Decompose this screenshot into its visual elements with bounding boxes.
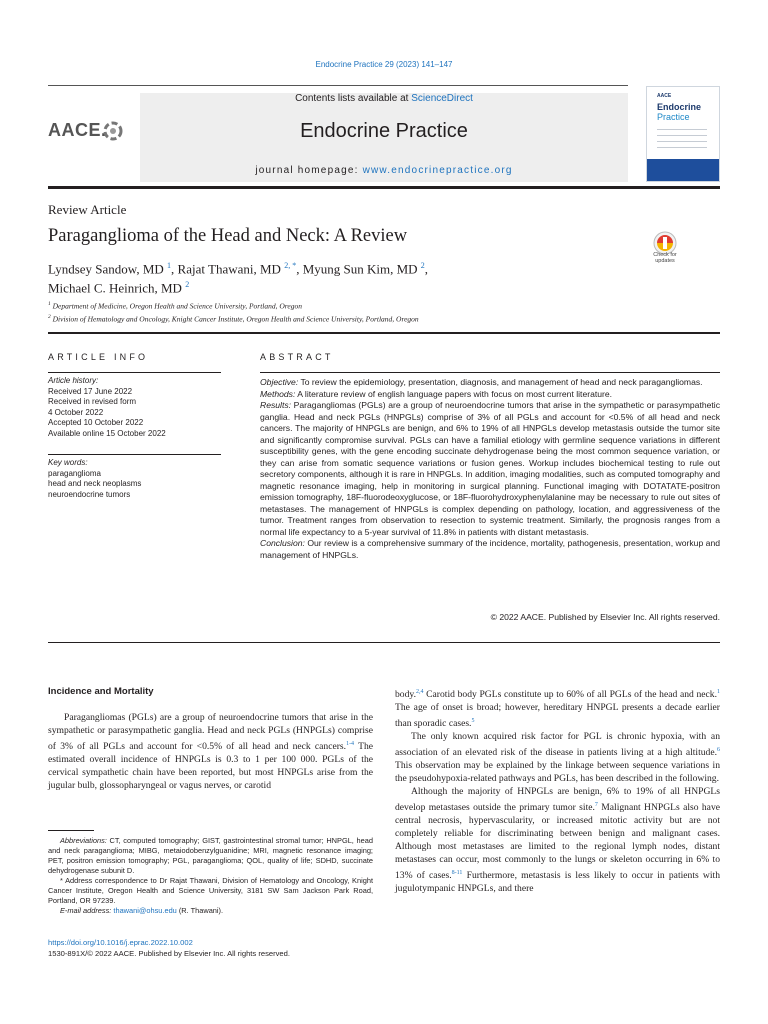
objective-label: Objective: — [260, 377, 299, 387]
history-item: Received 17 June 2022 — [48, 386, 133, 396]
affiliation — [48, 299, 720, 312]
citation-link[interactable]: Endocrine Practice 29 (2023) 141–147 — [315, 60, 453, 69]
abbreviations-footnote — [48, 836, 373, 876]
keyword[interactable]: head and neck neoplasms — [48, 479, 142, 488]
abstract-objective — [260, 377, 720, 389]
citation-ref[interactable]: 8-11 — [451, 869, 463, 876]
abbreviations-text: CT, computed tomography; GIST, gastrointestinal stromal tumor; HNPGL, head and neck paraganglioma; MIBG, metaiodobenzylguanidine; MRI, magnetic resonance imaging; PET, positron emission tomography; PGL, paraganglioma; QOL, quality of life; SDHD, succinate dehydrogenase subunit D. — [48, 836, 373, 875]
sciencedirect-link[interactable]: ScienceDirect — [411, 93, 473, 104]
cover-title-2: Practice — [657, 112, 690, 122]
objective-text: To review the epidemiology, presentation, diagnosis, and management of head and neck paragangliomas. — [298, 377, 703, 387]
correspondence-footnote: * Address correspondence to Dr Rajat Thawani, Division of Hematology and Oncology, Knight Cancer Institute, Oregon Health and Science University, 3181 SW Sam Jackson Park Road, Portland, OR 97239. — [48, 876, 373, 905]
body-text: Carotid body PGLs constitute up to 60% of all PGLs of the head and neck. — [423, 689, 717, 701]
footnote-rule — [48, 830, 94, 831]
body-paragraph — [395, 686, 720, 731]
email-footnote — [48, 906, 373, 916]
doi-link[interactable]: https://doi.org/10.1016/j.eprac.2022.10.002 — [48, 938, 193, 947]
body-text: Malignant HNPGLs also have central necrosis, hypervascularity, or increased mitotic activity but are not completely reliable for discriminating between benign and malignant cases. Although most metastases are limited to the regional lymph nodes, distant metastases can occur, most commonly to the lungs or skeleton occurring in 6% to 13% of cases. — [395, 802, 720, 881]
footnotes — [48, 836, 373, 916]
cover-band — [647, 159, 719, 181]
history-list — [48, 387, 223, 440]
methods-text: A literature review of english language papers with focus on most current literature. — [295, 388, 613, 399]
body-text: The only known acquired risk factor for PGL is chronic hypoxia, with an association of an elevated risk of the disease in patients living at a high altitude. — [395, 731, 720, 759]
affiliation-text: Department of Medicine, Oregon Health and Science University, Portland, Oregon — [52, 301, 303, 311]
journal-cover-thumbnail[interactable] — [646, 86, 720, 182]
article-title: Paraganglioma of the Head and Neck: A Review — [48, 226, 408, 246]
cover-title-1: Endocrine — [657, 102, 702, 112]
history-item: Received in revised form — [48, 397, 137, 406]
author-affiliation-ref[interactable]: 1 — [167, 261, 172, 270]
citation-ref[interactable]: 2,4 — [415, 689, 424, 695]
citation-ref[interactable]: 6 — [717, 747, 720, 753]
affiliation-number: 2 — [48, 313, 51, 320]
keywords-rule — [48, 454, 221, 455]
results-label: Results: — [260, 400, 292, 410]
body-text: The age of onset is broad; however, hereditary HNPGL presents a decade earlier than sporadic cases. — [395, 702, 720, 730]
doi[interactable] — [48, 938, 193, 947]
cover-rule — [657, 141, 707, 142]
author-separator: , — [424, 261, 429, 277]
body-text: body. — [395, 689, 416, 701]
section-title: Incidence and Mortality — [48, 686, 154, 697]
cover-rule — [657, 147, 707, 148]
journal-homepage — [140, 165, 628, 176]
results-text: Paragangliomas (PGLs) are a group of neuroendocrine tumors that arise in the sympathetic or parasympathetic ganglia. Head and neck PGLs (HNPGLs) comprise of 3% of all PGLs and account for <0.5% of all head and neck cancers. The majority of HNPGLs are benign, and 6% to 19% of all HNPGLs develop metastasis outside the tumor site and significantly compromise survival. PGLs can have a familial etiology with germline sequence variations in different susceptibility genes, with the gene encoding succinate dehydrogenase being the most common sequence variation, or they can arise from somatic sequence variations or fusion genes. Workup includes biochemical testing to rule out secretory components, although it is rare in HNPGLs. In addition, imaging modalities, such as computed tomography and magnetic resonance imaging, help in monitoring in surgical planning. Functional imaging with DOTATATE-positron emission tomography, 18F-fluorodeoxyglucose, or 18F-fluorohydroxyphenylalanine may be necessary to rule out sites of metastases. The management of HNPGLs is complex depending on pathology, location, and aggressiveness of the tumor. Treatment ranges from observation to resection to systemic treatment. Similarly, the prognosis ranges from a normal life expectancy to a 5-year survival of 11.8% in patients with distant metastasis. — [260, 400, 721, 537]
author-name[interactable]: Michael C. Heinrich, MD — [48, 280, 182, 296]
cover-aace: AACE — [657, 93, 672, 99]
title-rule — [48, 332, 720, 334]
keywords-label: Key words: — [48, 458, 88, 467]
abstract-end-rule — [48, 642, 720, 643]
journal-title: Endocrine Practice — [300, 120, 468, 142]
email-link[interactable]: thawani@ohsu.edu — [113, 906, 177, 915]
check-for-updates-label[interactable]: Check for updates — [653, 252, 677, 264]
author-separator: , — [171, 261, 178, 277]
author-list — [48, 258, 608, 297]
body-column-right — [395, 686, 720, 896]
citation-ref[interactable]: 1 — [717, 689, 720, 695]
author-affiliation-ref[interactable]: 2 — [420, 261, 425, 270]
article-info-rule — [48, 372, 221, 373]
history-label: Article history: — [48, 376, 99, 385]
citation-ref[interactable]: 5 — [471, 718, 475, 724]
keyword[interactable]: neuroendocrine tumors — [48, 489, 131, 499]
history-item: Accepted 10 October 2022 — [48, 418, 144, 427]
homepage-prefix: journal homepage: — [255, 165, 363, 176]
homepage-link[interactable]: www.endocrinepractice.org — [362, 165, 513, 176]
body-text: Furthermore, metastasis is less likely to occur in patients with jugulotympanic HNPGLs, and there — [395, 869, 720, 894]
body-paragraph — [395, 731, 720, 786]
email-label: E-mail address: — [60, 906, 112, 915]
methods-label: Methods: — [260, 388, 296, 399]
history-item: Available online 15 October 2022 — [48, 428, 166, 438]
keywords — [48, 458, 223, 500]
abstract-body — [260, 377, 720, 561]
affiliations — [48, 299, 720, 324]
body-paragraph — [48, 712, 373, 793]
journal-citation[interactable] — [0, 60, 768, 69]
body-text: Paragangliomas (PGLs) are a group of neuroendocrine tumors that arise in the sympathetic or parasympathetic ganglia. Head and neck PGLs (HNPGLs) comprise of 3% of all PGLs and account for <0.5% of all head and neck cancers. — [48, 712, 373, 752]
abstract-methods — [260, 389, 720, 401]
affiliation-number: 1 — [48, 301, 51, 307]
author-affiliation-ref[interactable]: 2, * — [284, 261, 297, 270]
contents-line — [140, 93, 628, 104]
author-name[interactable]: Rajat Thawani, MD — [177, 261, 281, 277]
abstract-heading: ABSTRACT — [260, 352, 334, 362]
citation-ref[interactable]: 7 — [594, 801, 598, 808]
affiliation — [48, 312, 720, 325]
author-separator: , — [296, 261, 303, 277]
affiliation-text: Division of Hematology and Oncology, Knight Cancer Institute, Oregon Health and Science University, Portland, Oregon — [52, 314, 419, 323]
keyword[interactable]: paraganglioma — [48, 468, 101, 478]
abstract-copyright: © 2022 AACE. Published by Elsevier Inc. All rights reserved. — [490, 612, 720, 622]
contents-prefix: Contents lists available at — [295, 93, 412, 104]
article-type: Review Article — [48, 202, 127, 217]
body-text: Although the majority of HNPGLs are benign, 6% to 19% of all HNPGLs develop metastases outside the primary tumor site. — [395, 785, 720, 813]
conclusion-text: Our review is a comprehensive summary of the incidence, mortality, pathogenesis, presentation, workup and management of HNPGLs. — [260, 538, 720, 560]
abstract-conclusion — [260, 538, 720, 561]
body-column-left — [48, 712, 373, 793]
cover-rule — [657, 135, 707, 136]
aace-logo — [48, 120, 128, 152]
history-item: 4 October 2022 — [48, 407, 104, 417]
conclusion-label: Conclusion: — [260, 538, 305, 548]
abstract-rule — [260, 372, 720, 373]
aace-swirl-icon — [102, 120, 124, 142]
abstract-results — [260, 400, 720, 538]
keyword-list — [48, 469, 223, 501]
header-rule — [48, 85, 628, 86]
article-history — [48, 376, 223, 439]
aace-logo-text: AACE. — [48, 120, 107, 140]
issn-copyright: 1530-891X/© 2022 AACE. Published by Elsevier Inc. All rights reserved. — [48, 949, 290, 958]
abbreviations-label: Abbreviations: — [60, 836, 107, 845]
author-affiliation-ref[interactable]: 2 — [185, 280, 190, 290]
cover-rule — [657, 129, 707, 130]
author-name[interactable]: Myung Sun Kim, MD — [302, 261, 418, 277]
header-thick-rule — [48, 186, 720, 189]
citation-ref[interactable]: 1-4 — [346, 740, 355, 747]
author-name[interactable]: Lyndsey Sandow, MD — [48, 261, 164, 277]
email-suffix: (R. Thawani). — [176, 906, 224, 915]
body-text: The estimated overall incidence of HNPGLs is 0.3 to 1 per 100 000. PGLs of the cervical sympathetic chain have been reported, but most HNPGLs arise from the jugular bulb, glossopharyngeal or vagus nerves, or carotid — [48, 741, 374, 791]
body-paragraph — [395, 786, 720, 896]
body-text: This observation may be explained by the linkage between sequence variations in the pseudohypoxia-related pathways and PGLs, has been described in the following. — [395, 760, 720, 784]
article-info-heading: ARTICLE INFO — [48, 352, 149, 362]
